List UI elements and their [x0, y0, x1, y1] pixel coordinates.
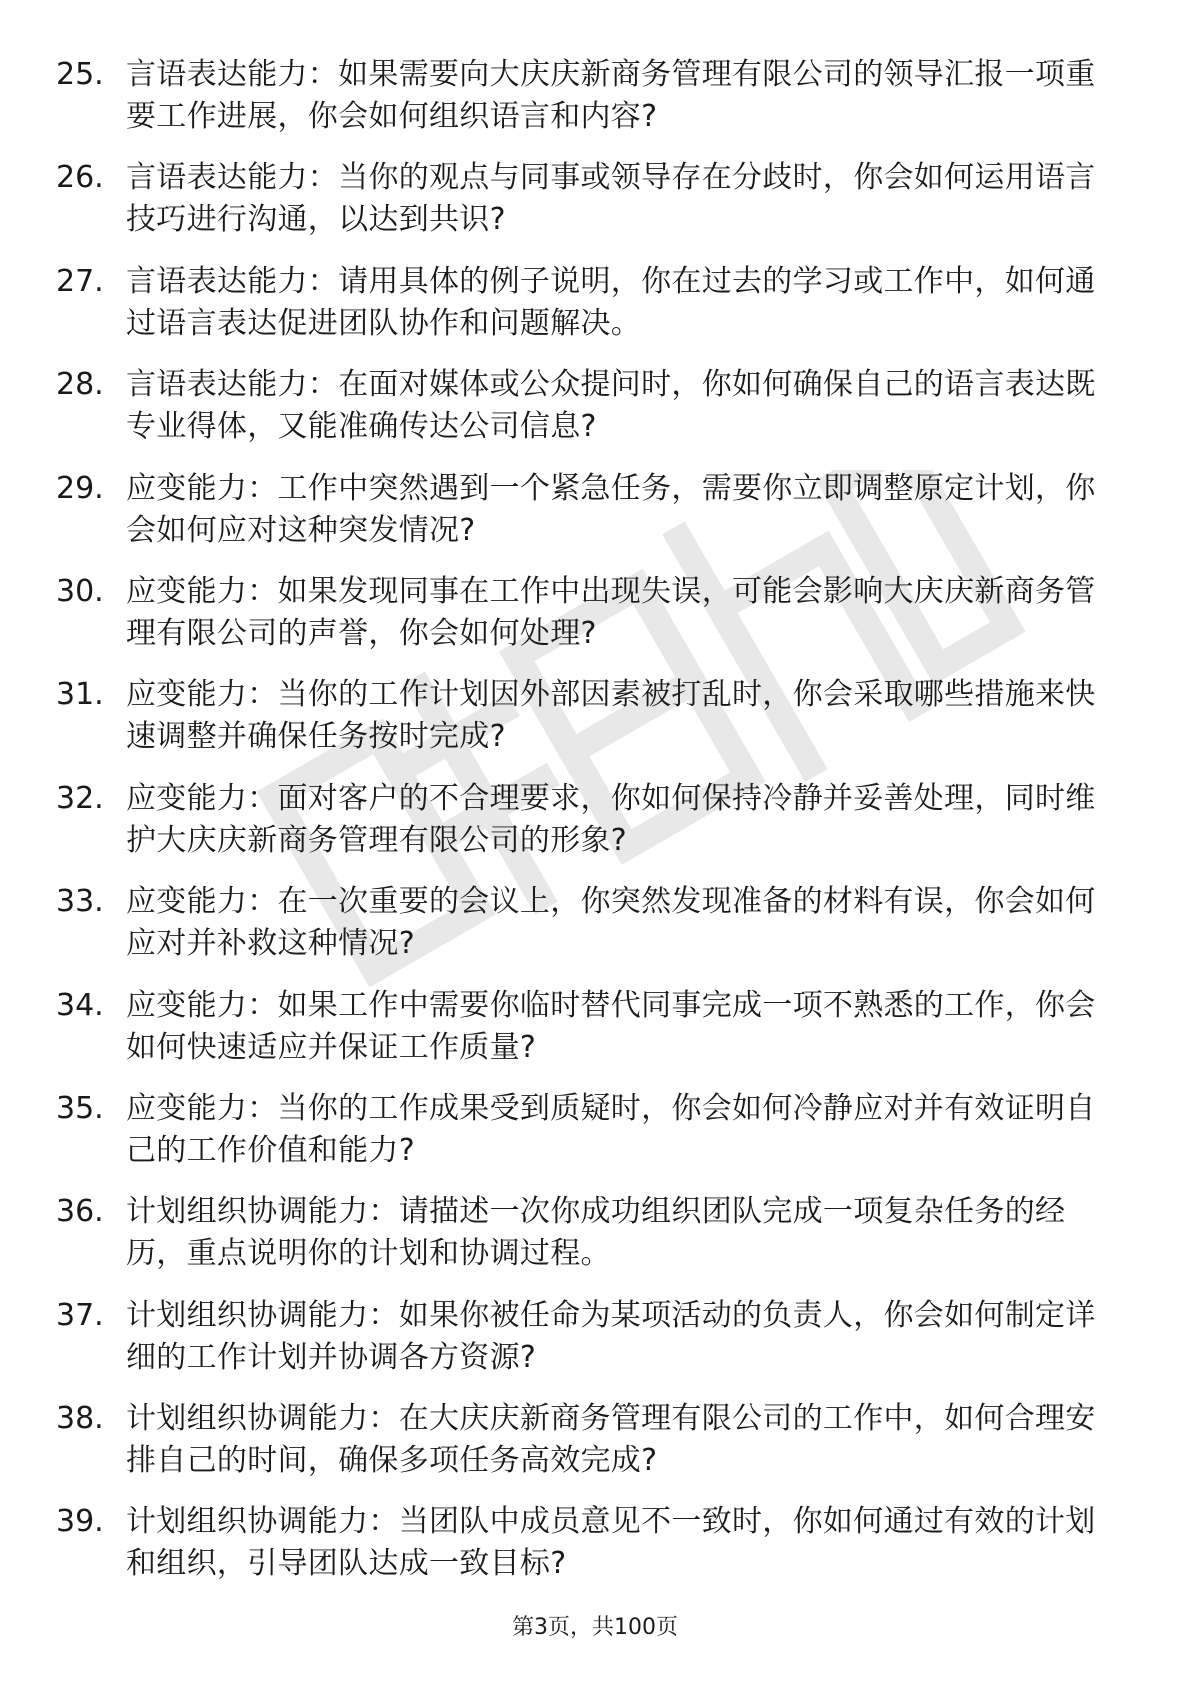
question-number: 26. — [56, 160, 104, 196]
question-text: 言语表达能力：请用具体的例子说明，你在过去的学习或工作中，如何通过语言表达促进团队协作和问题解决。 — [126, 263, 1096, 341]
question-text: 言语表达能力：在面对媒体或公众提问时，你如何确保自己的语言表达既专业得体，又能准确传达公司信息? — [126, 367, 1096, 445]
question-item — [56, 468, 1116, 571]
question-number: 35. — [56, 1090, 104, 1126]
question-text: 计划组织协调能力：请描述一次你成功组织团队完成一项复杂任务的经历，重点说明你的计划和协调过程。 — [126, 1194, 1066, 1272]
question-list — [56, 54, 1116, 1605]
question-text: 应变能力：如果发现同事在工作中出现失误，可能会影响大庆庆新商务管理有限公司的声誉，你会如何处理? — [126, 573, 1096, 651]
question-number: 28. — [56, 367, 104, 403]
question-item — [56, 1501, 1116, 1604]
question-number: 30. — [56, 573, 104, 609]
question-text: 计划组织协调能力：当团队中成员意见不一致时，你如何通过有效的计划和组织，引导团队达成一致目标? — [126, 1504, 1096, 1582]
question-number: 27. — [56, 263, 104, 299]
question-item — [56, 881, 1116, 984]
question-item — [56, 1088, 1116, 1191]
question-number: 37. — [56, 1297, 104, 1333]
question-item — [56, 1295, 1116, 1398]
question-number: 33. — [56, 884, 104, 920]
question-item — [56, 261, 1116, 364]
question-text: 言语表达能力：当你的观点与同事或领导存在分歧时，你会如何运用语言技巧进行沟通，以达到共识? — [126, 160, 1096, 238]
question-item — [56, 157, 1116, 260]
question-item — [56, 1398, 1116, 1501]
question-item — [56, 571, 1116, 674]
question-item — [56, 364, 1116, 467]
question-text: 应变能力：面对客户的不合理要求，你如何保持冷静并妥善处理，同时维护大庆庆新商务管理有限公司的形象? — [126, 780, 1096, 858]
question-text: 应变能力：在一次重要的会议上，你突然发现准备的材料有误，你会如何应对并补救这种情况? — [126, 884, 1096, 962]
question-number: 29. — [56, 470, 104, 506]
question-number: 31. — [56, 677, 104, 713]
question-item — [56, 54, 1116, 157]
question-text: 应变能力：工作中突然遇到一个紧急任务，需要你立即调整原定计划，你会如何应对这种突发情况? — [126, 470, 1096, 548]
question-number: 32. — [56, 780, 104, 816]
question-text: 计划组织协调能力：在大庆庆新商务管理有限公司的工作中，如何合理安排自己的时间，确保多项任务高效完成? — [126, 1401, 1096, 1479]
question-number: 39. — [56, 1504, 104, 1540]
question-text: 应变能力：当你的工作成果受到质疑时，你会如何冷静应对并有效证明自己的工作价值和能力? — [126, 1090, 1096, 1168]
question-text: 应变能力：如果工作中需要你临时替代同事完成一项不熟悉的工作，你会如何快速适应并保证工作质量? — [126, 987, 1096, 1065]
question-item — [56, 778, 1116, 881]
page-footer: 第3页，共100页 — [512, 1615, 678, 1640]
question-item — [56, 1191, 1116, 1294]
question-number: 36. — [56, 1194, 104, 1230]
question-number: 38. — [56, 1401, 104, 1437]
question-item — [56, 674, 1116, 777]
question-text: 计划组织协调能力：如果你被任命为某项活动的负责人，你会如何制定详细的工作计划并协调各方资源? — [126, 1297, 1096, 1375]
question-number: 34. — [56, 987, 104, 1023]
question-number: 25. — [56, 57, 104, 92]
question-item — [56, 985, 1116, 1088]
question-text: 言语表达能力：如果需要向大庆庆新商务管理有限公司的领导汇报一项重要工作进展，你会如何组织语言和内容? — [126, 57, 1096, 134]
question-text: 应变能力：当你的工作计划因外部因素被打乱时，你会采取哪些措施来快速调整并确保任务按时完成? — [126, 677, 1096, 755]
